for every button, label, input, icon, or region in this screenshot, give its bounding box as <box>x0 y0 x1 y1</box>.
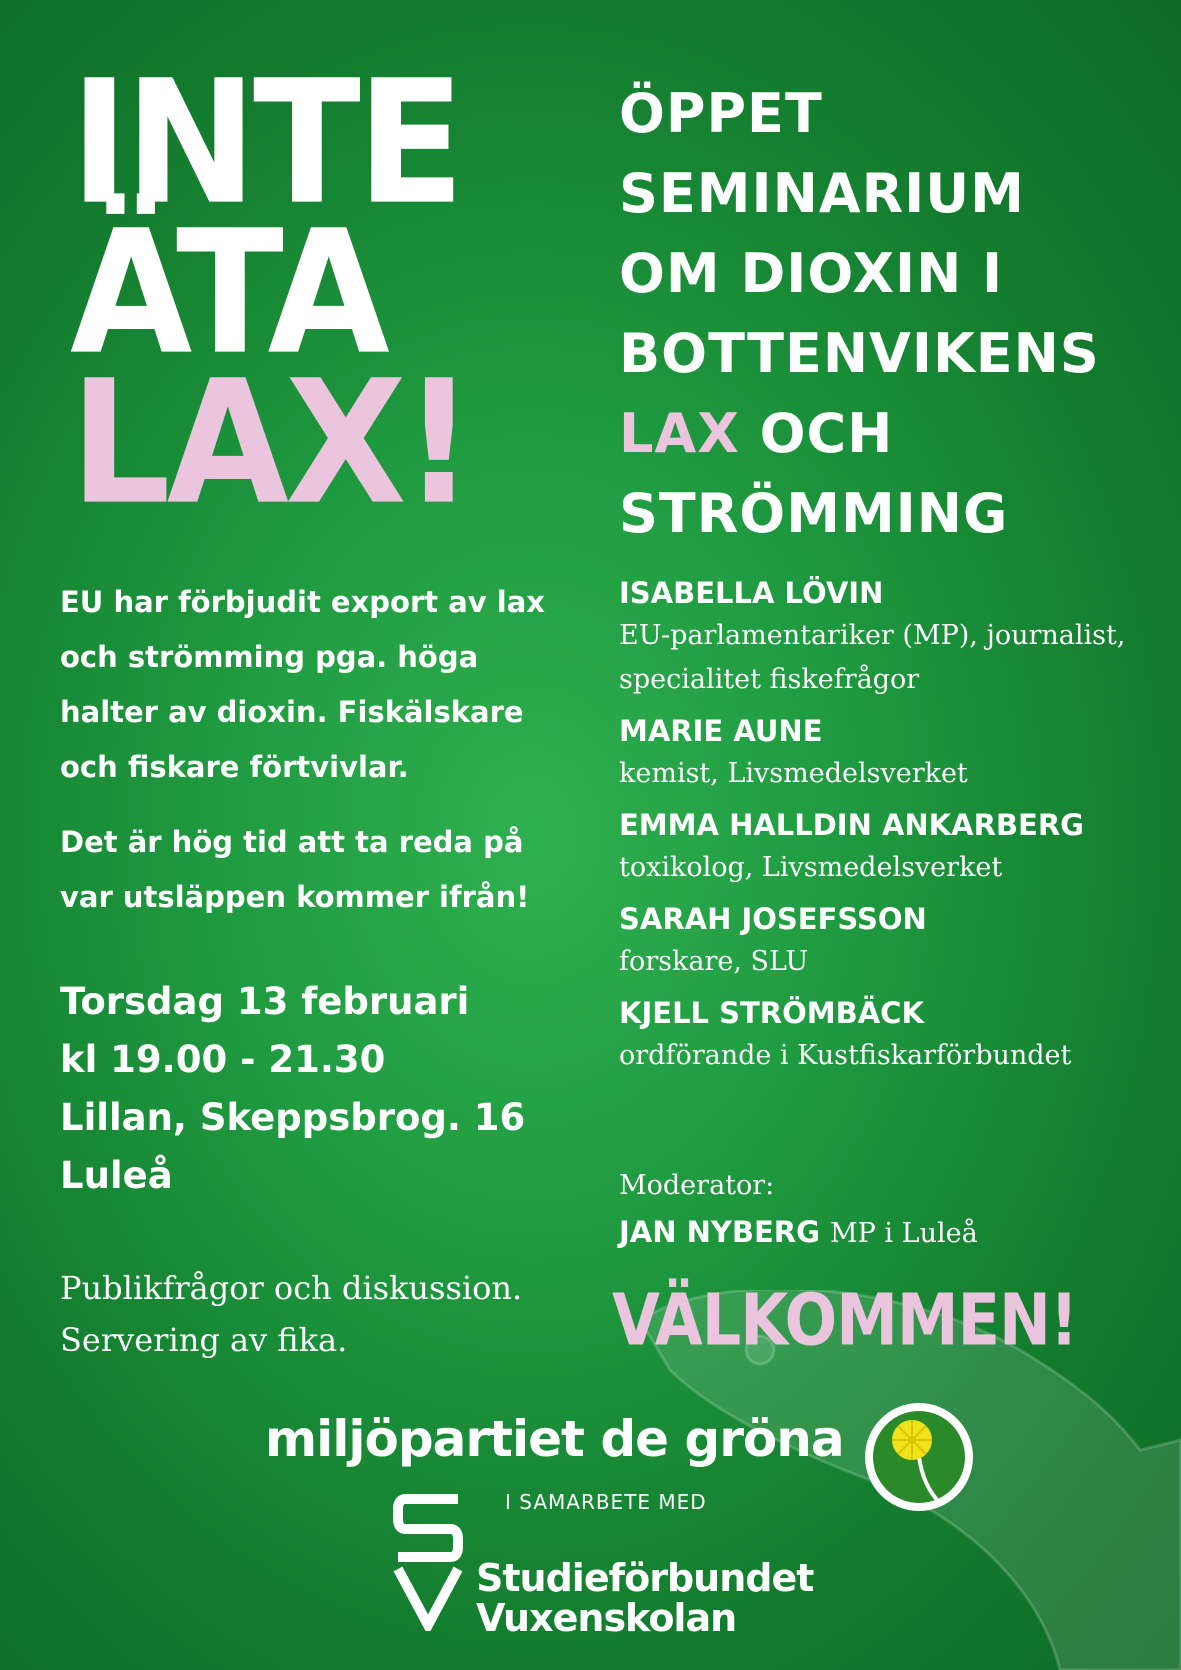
moderator-line <box>619 1209 1169 1257</box>
extra-line-1: Publikfrågor och diskussion. <box>60 1269 523 1307</box>
speaker-role: toxikolog, Livsmedelsverket <box>619 852 1003 883</box>
headline-line-3: LAX! <box>70 343 471 543</box>
event-details <box>60 973 580 1205</box>
moderator-affiliation: MP i Luleå <box>830 1218 978 1249</box>
title-line-5-rest: OCH <box>739 402 894 465</box>
title-line-3: OM DIOXIN I <box>619 242 1004 305</box>
speaker-item <box>619 804 1169 890</box>
speaker-item <box>619 710 1169 796</box>
event-date: Torsdag 13 februari <box>60 980 470 1023</box>
speaker-role: EU-parlamentariker (MP), journalist, specialitet fiskefrågor <box>619 620 1126 695</box>
extra-line-2: Servering av fika. <box>60 1321 348 1359</box>
speaker-item <box>619 898 1169 984</box>
speaker-item <box>619 992 1169 1078</box>
speaker-role: ordförande i Kustfiskarförbundet <box>619 1040 1072 1071</box>
speaker-name: KJELL STRÖMBÄCK <box>619 996 924 1030</box>
dandelion-logo-icon <box>860 1398 978 1516</box>
seminar-title <box>619 74 1159 554</box>
headline <box>70 43 471 543</box>
welcome-text: VÄLKOMMEN! <box>612 1278 1078 1362</box>
headline-line-1: INTE <box>70 43 461 243</box>
event-venue: Lillan, Skeppsbrog. 16 <box>60 1096 526 1139</box>
intro-paragraph-2: Det är hög tid att ta reda på var utsläppen kommer ifrån! <box>60 825 530 914</box>
title-line-5 <box>619 394 1159 474</box>
speaker-name: MARIE AUNE <box>619 714 823 748</box>
speaker-role: kemist, Livsmedelsverket <box>619 758 968 789</box>
cooperation-label: I SAMARBETE MED <box>505 1490 707 1514</box>
speaker-role: forskare, SLU <box>619 946 809 977</box>
title-line-6: STRÖMMING <box>619 482 1009 545</box>
title-line-4: BOTTENVIKENS <box>619 322 1100 385</box>
moderator-name: JAN NYBERG <box>619 1215 820 1249</box>
moderator <box>619 1163 1169 1257</box>
moderator-label: Moderator: <box>619 1170 775 1201</box>
speaker-name: EMMA HALLDIN ANKARBERG <box>619 808 1084 842</box>
headline-line-2: ÄTA <box>70 193 386 393</box>
speaker-item <box>619 572 1169 702</box>
title-line-2: SEMINARIUM <box>619 162 1025 225</box>
sv-logo-icon <box>392 1491 464 1631</box>
title-highlight: LAX <box>619 402 740 465</box>
party-name: miljöpartiet de gröna <box>265 1410 844 1468</box>
partner-line-1: Studieförbundet <box>476 1556 814 1600</box>
speaker-list <box>619 572 1169 1086</box>
speaker-name: ISABELLA LÖVIN <box>619 576 884 610</box>
event-city: Luleå <box>60 1154 173 1197</box>
partner-line-2: Vuxenskolan <box>476 1596 737 1640</box>
event-time: kl 19.00 - 21.30 <box>60 1038 386 1081</box>
intro-paragraph-1: EU har förbjudit export av lax och strömming pga. höga halter av dioxin. Fiskälskare och fiskare förtvivlar. <box>60 585 546 784</box>
title-line-1: ÖPPET <box>619 82 823 145</box>
speaker-name: SARAH JOSEFSSON <box>619 902 927 936</box>
extra-info <box>60 1262 580 1366</box>
partner-name <box>476 1558 813 1638</box>
